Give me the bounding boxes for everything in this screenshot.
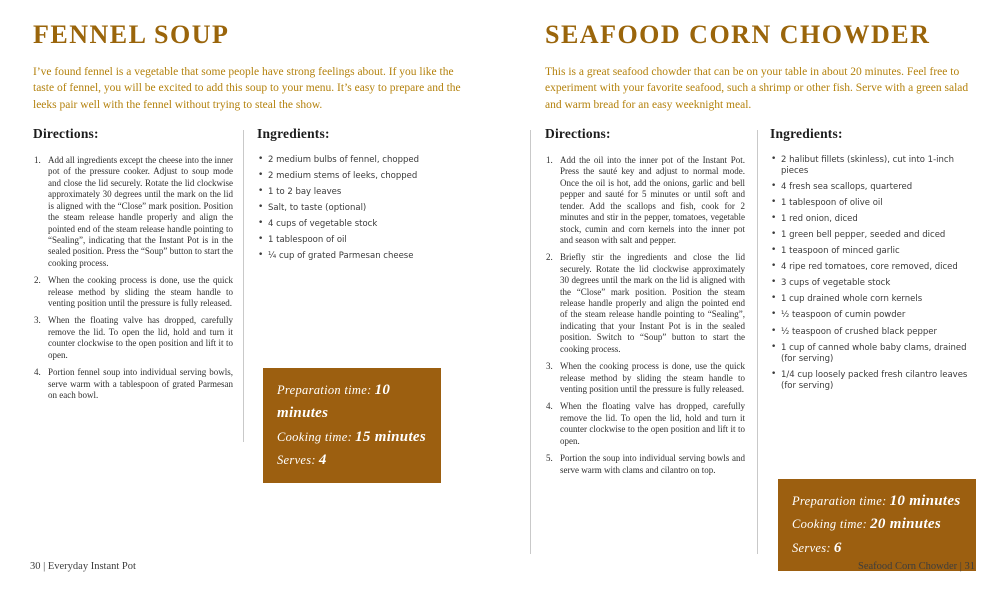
serves-line <box>277 449 427 472</box>
directions-list <box>545 155 745 476</box>
cook-time-label: Cooking time: <box>792 517 868 532</box>
directions-list <box>33 155 233 401</box>
ingredient-item: • 1 green bell pepper, seeded and diced <box>770 230 978 241</box>
ingredients-column-seafood-corn-chowder <box>770 126 978 397</box>
prep-time-line <box>792 490 962 513</box>
direction-step: When the cooking process is done, use the quick release method by sliding the steam handle to venting position until the pressure is fully released. <box>560 361 745 395</box>
ingredient-item: • 1/4 cup loosely packed fresh cilantro leaves (for serving) <box>770 370 978 392</box>
cook-time-value: 15 minutes <box>355 428 427 445</box>
direction-step: Add all ingredients except the cheese into the inner pot of the pressure cooker. Adjust to soup mode and close the lid securely. Rotate the lid clockwise approximately 30 degrees until the mark on the lid is aligned with the “Close” mark position. Position the steam release handle properly and align the pointed end of the steam release handle pointing to “Sealing”, indicating that the Instant Pot is in the sealed position. Press the “Soup” button to start the cooking process. <box>48 155 233 268</box>
direction-step: When the cooking process is done, use the quick release method by sliding the steam handle to venting position until the pressure is fully released. <box>48 275 233 309</box>
ingredient-item: • 1 to 2 bay leaves <box>257 187 443 198</box>
ingredients-heading: Ingredients: <box>257 126 330 141</box>
ingredient-item: • ½ teaspoon of crushed black pepper <box>770 327 978 338</box>
ingredient-item: • 2 medium bulbs of fennel, chopped <box>257 155 443 166</box>
ingredient-item: • Salt, to taste (optional) <box>257 203 443 214</box>
footer-page-number-left: 30 | Everyday Instant Pot <box>30 561 136 572</box>
recipe-intro-fennel-soup: I’ve found fennel is a vegetable that some people have strong feelings about. If you like the taste of fennel, you will be excited to add this soup to your menu. It’s easy to prepare and the leeks pair well with the fennel without trying to steal the show. <box>33 66 461 111</box>
ingredient-item: • 2 halibut fillets (skinless), cut into 1-inch pieces <box>770 155 978 177</box>
directions-heading: Directions: <box>545 126 611 141</box>
ingredients-list <box>257 155 443 262</box>
ingredients-list <box>770 155 978 392</box>
footer-page-number-right: Seafood Corn Chowder | 31 <box>857 561 975 572</box>
recipe-info-box-seafood-corn-chowder <box>778 479 976 571</box>
ingredient-item: • ½ teaspoon of cumin powder <box>770 310 978 321</box>
recipe-title-seafood-corn-chowder: SEAFOOD CORN CHOWDER <box>545 20 931 49</box>
prep-time-label: Preparation time: <box>277 383 372 397</box>
ingredient-item: • 1 cup drained whole corn kernels <box>770 294 978 305</box>
page-gutter-divider <box>530 130 531 554</box>
directions-column-fennel-soup <box>33 126 233 407</box>
direction-step: When the floating valve has dropped, carefully remove the lid. To open the lid, hold and turn it counter clockwise to the open position and lift it to open. <box>48 315 233 360</box>
column-divider-left-page <box>243 130 244 442</box>
recipe-info-box-fennel-soup <box>263 368 441 483</box>
prep-time-line <box>277 379 427 426</box>
direction-step: Add the oil into the inner pot of the Instant Pot. Press the sauté key and adjust to normal mode. Once the oil is hot, add the onions, garlic and bell pepper and sauté for 5 minutes or until soft and tender. Add the scallops and fish, cook for 2 minutes and stir in the pepper, tomatoes, vegetable stock, cumin and corn kernels into the inner pot and season with salt and pepper. <box>560 155 745 245</box>
ingredient-item: • 1 cup of canned whole baby clams, drained (for serving) <box>770 343 978 365</box>
cook-time-line <box>792 513 962 536</box>
serves-line <box>792 537 962 560</box>
prep-time-label: Preparation time: <box>792 494 887 508</box>
direction-step: Portion fennel soup into individual serving bowls, serve warm with a tablespoon of grated Parmesan on each bowl. <box>48 367 233 401</box>
ingredient-item: • 1 teaspoon of minced garlic <box>770 246 978 257</box>
cook-time-label: Cooking time: <box>277 429 353 444</box>
serves-value: 6 <box>833 539 842 556</box>
direction-step: When the floating valve has dropped, carefully remove the lid. To open the lid, hold and turn it counter clockwise to the open position and lift it to open. <box>560 401 745 446</box>
serves-label: Serves: <box>277 452 316 467</box>
prep-time-value: 10 minutes <box>889 493 961 509</box>
prep-time-value: 10 minutes <box>277 382 391 422</box>
ingredient-item: • ¼ cup of grated Parmesan cheese <box>257 251 443 262</box>
direction-step: Briefly stir the ingredients and close the lid securely. Rotate the lid clockwise approximately 30 degrees until the mark on the lid is aligned with the “Close” mark position. Position the steam release handle properly and align the pointed end of the steam release handle pointing to “Sealing”, indicating that your Instant Pot is in the sealed position. Switch to “Soup” button to start the cooking process. <box>560 252 745 354</box>
ingredients-column-fennel-soup <box>257 126 443 267</box>
ingredient-item: • 1 tablespoon of oil <box>257 235 443 246</box>
ingredient-item: • 4 fresh sea scallops, quartered <box>770 182 978 193</box>
ingredient-item: • 4 cups of vegetable stock <box>257 219 443 230</box>
ingredient-item: • 4 ripe red tomatoes, core removed, diced <box>770 262 978 273</box>
serves-value: 4 <box>318 451 327 468</box>
serves-label: Serves: <box>792 540 831 555</box>
ingredient-item: • 1 tablespoon of olive oil <box>770 198 978 209</box>
recipe-intro-seafood-corn-chowder: This is a great seafood chowder that can be on your table in about 20 minutes. Feel free to experiment with your favorite seafood, such a shrimp or other fish. Serve with a green salad and warm bread for an easy weeknight meal. <box>545 66 969 111</box>
cook-time-line <box>277 426 427 449</box>
direction-step: Portion the soup into individual serving bowls and serve warm with clams and cilantro on top. <box>560 453 745 475</box>
ingredients-heading: Ingredients: <box>770 126 843 141</box>
directions-heading: Directions: <box>33 126 99 141</box>
directions-column-seafood-corn-chowder <box>545 126 745 482</box>
ingredient-item: • 3 cups of vegetable stock <box>770 278 978 289</box>
recipe-title-fennel-soup: FENNEL SOUP <box>33 20 230 49</box>
ingredient-item: • 1 red onion, diced <box>770 214 978 225</box>
column-divider-right-page <box>757 130 758 554</box>
ingredient-item: • 2 medium stems of leeks, chopped <box>257 171 443 182</box>
cook-time-value: 20 minutes <box>870 516 942 533</box>
